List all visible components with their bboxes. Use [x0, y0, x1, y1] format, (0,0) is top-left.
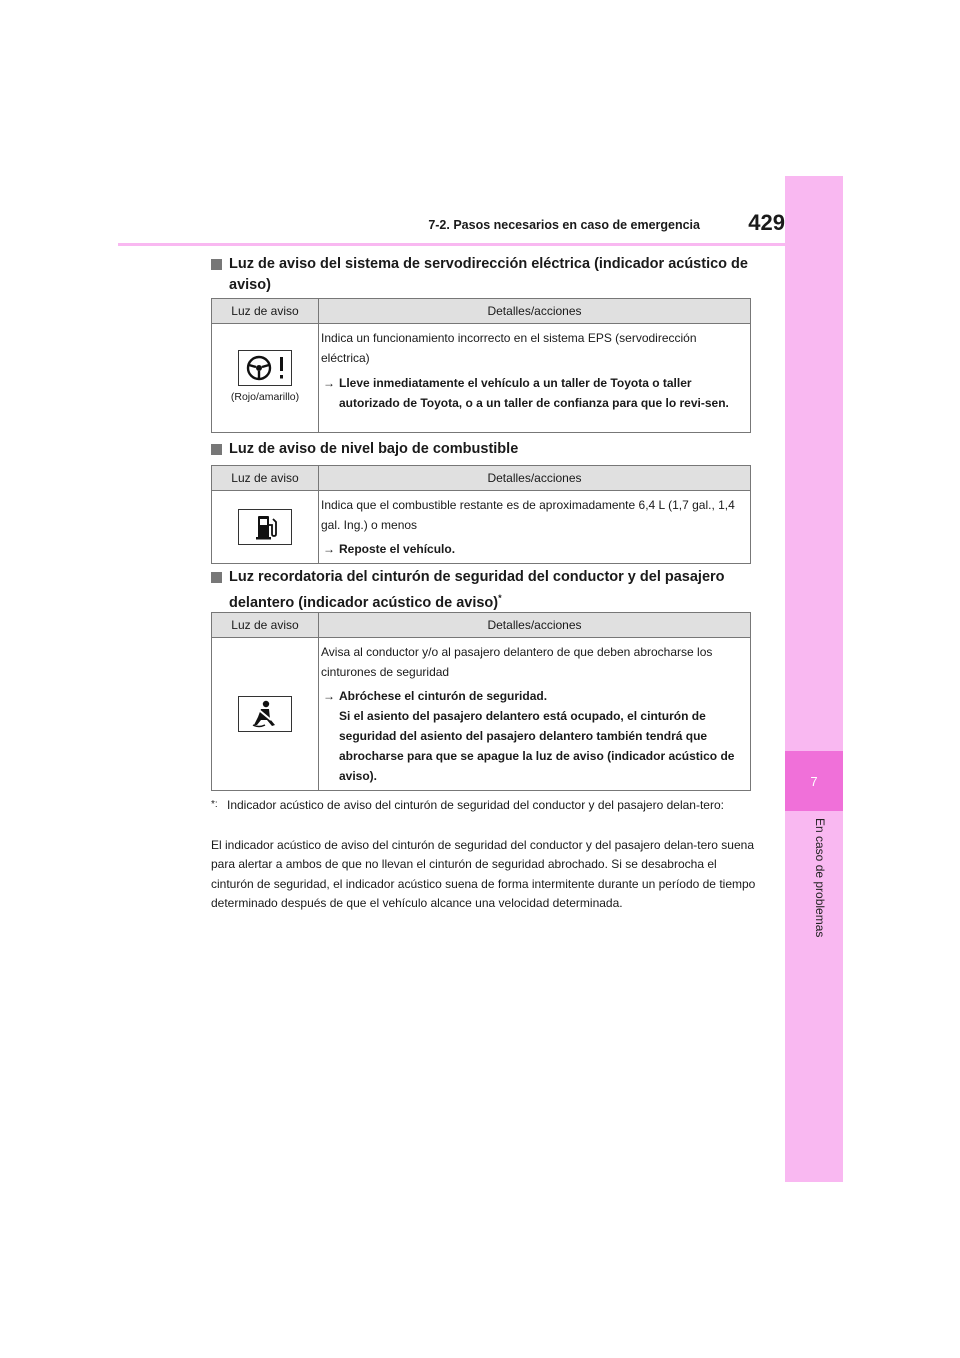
body-paragraph: El indicador acústico de aviso del cinturón de seguridad del conductor y del pasajero delan-tero suena para alertar a ambos de que no llevan el cinturón de seguridad abrochado. Si se desabrocha el cinturón de seguridad, el indicador acústico suena de forma intermitente durante un período de tiempo determinado después de que el vehículo alcance una velocidad determinada. — [211, 838, 756, 911]
section-heading-seatbelt — [211, 567, 759, 614]
footnote-mark: * — [498, 593, 502, 603]
footnote-mark: *: — [211, 799, 218, 810]
column-header-details: Detalles/acciones — [319, 613, 751, 638]
column-header-details: Detalles/acciones — [319, 299, 751, 324]
seatbelt-warning-table — [211, 612, 751, 791]
eps-warning-table — [211, 298, 751, 433]
warning-light-cell — [212, 324, 319, 433]
heading-bullet-icon — [211, 259, 222, 270]
details-text: Indica un funcionamiento incorrecto en el sistema EPS (servodirección eléctrica) — [321, 331, 697, 365]
icon-caption: (Rojo/amarillo) — [230, 390, 300, 403]
chapter-side-tab — [785, 176, 843, 1182]
action-item — [321, 686, 745, 786]
fuel-warning-table — [211, 465, 751, 564]
footnote-text: Indicador acústico de aviso del cinturón de seguridad del conductor y del pasajero delan-tero: — [227, 798, 724, 812]
column-header-details: Detalles/acciones — [319, 466, 751, 491]
column-header-light: Luz de aviso — [212, 613, 319, 638]
column-header-light: Luz de aviso — [212, 466, 319, 491]
steering-warning-icon — [238, 350, 292, 386]
fuel-pump-icon — [238, 509, 292, 545]
column-header-light: Luz de aviso — [212, 299, 319, 324]
details-text: Indica que el combustible restante es de aproximadamente 6,4 L (1,7 gal., 1,4 gal. Ing.) o menos — [321, 498, 735, 532]
details-cell — [319, 491, 751, 564]
action-text: Lleve inmediatamente el vehículo a un taller de Toyota o taller autorizado de Toyota, o a un taller de confianza para que lo revi-sen. — [339, 376, 729, 410]
section-heading-fuel — [211, 439, 759, 460]
heading-text: Luz de aviso de nivel bajo de combustible — [229, 441, 519, 457]
page-number: 429 — [748, 210, 785, 235]
chapter-number: 7 — [785, 751, 843, 811]
action-item — [321, 373, 745, 413]
action-text-detail: Si el asiento del pasajero delantero está ocupado, el cinturón de seguridad del asiento del pasajero delantero también tendrá que abrocharse para que se apague la luz de aviso (indicador acústico de aviso). — [339, 709, 735, 783]
action-text: Reposte el vehículo. — [339, 542, 456, 556]
heading-bullet-icon — [211, 444, 222, 455]
details-text: Avisa al conductor y/o al pasajero delantero de que deben abrocharse los cinturones de seguridad — [321, 645, 713, 679]
action-text: Abróchese el cinturón de seguridad. — [339, 689, 548, 703]
seatbelt-icon — [238, 696, 292, 732]
details-cell — [319, 638, 751, 791]
section-heading-eps — [211, 254, 759, 296]
warning-light-cell — [212, 491, 319, 564]
heading-bullet-icon — [211, 572, 222, 583]
warning-light-cell — [212, 638, 319, 791]
arrow-icon: → — [323, 376, 335, 390]
heading-title: Luz recordatoria del cinturón de seguridad del conductor y del pasajero delantero (indicador acústico de aviso) — [229, 569, 725, 611]
arrow-icon: → — [323, 542, 335, 556]
arrow-icon: → — [323, 689, 335, 703]
action-item — [321, 539, 745, 559]
heading-text: Luz de aviso del sistema de servodirección eléctrica (indicador acústico de aviso) — [229, 256, 748, 293]
section-title: 7-2. Pasos necesarios en caso de emergencia — [428, 218, 700, 232]
header-rule — [118, 243, 785, 246]
footnote — [211, 795, 756, 815]
heading-text — [211, 567, 759, 614]
details-cell — [319, 324, 751, 433]
chapter-title: En caso de problemas — [813, 818, 827, 938]
